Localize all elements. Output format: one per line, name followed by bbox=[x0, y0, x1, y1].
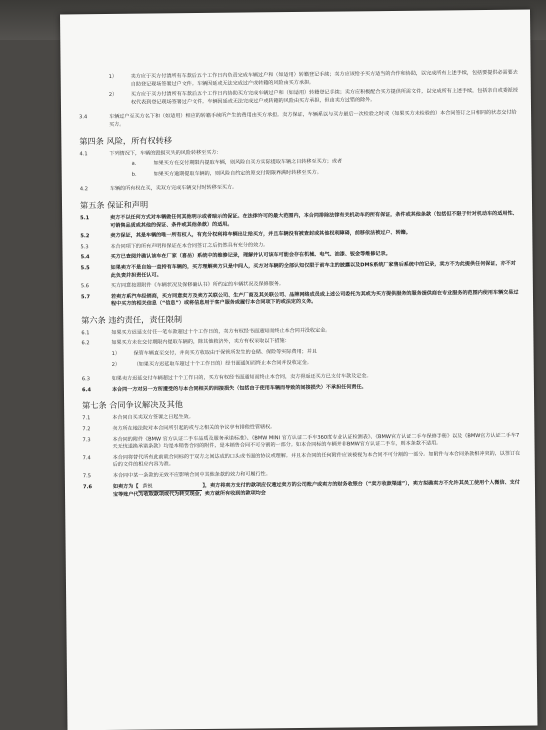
clause-text: 本合同项下的所有声明和保证在本合同签订之后仍然具有充分的效力。 bbox=[110, 242, 269, 250]
clause-number: 5.2 bbox=[80, 233, 90, 240]
clause-number: 2） bbox=[111, 361, 121, 368]
clause-text: 若卖方系汽车经销商，买方同意卖方及卖方关联公司、生产厂商及其关联公司、品牌网络成员或上述公司委托为其或为买方提供服务的服务提供商在专业服务的范围内使用车辆交易过程中买方的相关信息（“信息”）或将信息用于客户服务或履行本合同项下的或法定的义务。 bbox=[110, 289, 519, 308]
clause-text: 卖方所在地法院对本合同所引起的或与之相关的争议享有排他性管辖权。 bbox=[112, 424, 276, 432]
clause-number: 7.3 bbox=[82, 436, 91, 443]
clause-number: 1） bbox=[111, 350, 120, 358]
clause-number: 1） bbox=[108, 73, 118, 80]
clause-text: 本合同将替代所有此前就合同标的于双方之间达成的口头或书面的协议或理解。并且本合同的任何附件应该被视为本合同不可分割的一部分。如附件与本合同条款相冲突的，以签订在后的文件的相应内容为准。 bbox=[112, 450, 521, 469]
clause-number: 5.3 bbox=[80, 243, 89, 250]
clause-text: 卖方不以任何方式对车辆做任何其他明示或者暗示的保证。在法律许可的最大范围内，本合同排除法律有关机动车的所有保证，条件或其他条款（包括但不限于针对机动车的适用性、可销售品质或其他的保证、条件或其他条款）的适用。 bbox=[110, 210, 518, 229]
clause-7-3 bbox=[82, 432, 522, 452]
clause-5-5 bbox=[81, 261, 521, 281]
clause-text: 车辆过户至买方名下和（如适用）相应的转籍手续所产生的费用由买方承担。卖方保证，车辆系以与买方最后一次检验之时或（如果买方未检验的）本合同签订之日相同的状态交付给买方。 bbox=[109, 110, 517, 128]
seller-name-field: 黄锐 bbox=[138, 483, 202, 492]
section-heading-6: 第六条 违约责任，责任限制 bbox=[81, 314, 183, 326]
clause-text: 卖方应于买方付清所有车款后五个工作日内负责完成车辆过户和（如适用）转籍登记手续；卖方应该给予买方适当的合作和协助，以完成所有上述手续，包括要提供必需要去自助登记现场签署过户文件。车辆因延或无法完成过户或转籍的风险由买方承担。 bbox=[130, 69, 518, 88]
clause-text: 如果买方在交付期限内提取车辆，则风险自买方实际提取车辆之日转移至买方；或者 bbox=[153, 158, 343, 167]
clause-text: 本合同的附件《BMW 官方认证二手车品质及服务承诺标准》、《BMW MINI 官方认证二手车360度专业认证检测表》、《BMW官方认证二手车保修手册》以及《BMW官方认证二手车7天无忧退换承诺条款》均是本销售合同的附件，是本销售合同不可分割的一部分。如本合同标的车辆并非BMW官方认证二手车，则本条款不适用。 bbox=[112, 432, 520, 451]
clause-number: 7.1 bbox=[82, 415, 91, 422]
clause-5-1 bbox=[80, 211, 520, 231]
clause-text: 如果卖方不是自始一直持有车辆的，买方理解卖方只是中间人，买方对车辆的全部认知仅限于前车主的披露以及DMS系统厂家售后系统中的记录，卖方不为此提供任何保证，亦不对此负责并担责任认可。 bbox=[110, 260, 516, 279]
clause-text: 如果买方逾期提取车辆的，则风险自约定的原交付期限界满时转移至买方。 bbox=[153, 169, 322, 178]
clause-number: 6.2 bbox=[81, 340, 90, 347]
clause-number: 5.1 bbox=[80, 215, 90, 222]
section-heading-7: 第七条 合同争议解决及其他 bbox=[82, 399, 184, 411]
clause-number: 6.1 bbox=[81, 330, 90, 337]
section-heading-5: 第五条 保证和声明 bbox=[79, 199, 149, 211]
clause-text: （如果买方迟延取车超过十个工作日的）经书面通知而终止本合同并没收定金。 bbox=[133, 359, 312, 368]
clause-number: 6.3 bbox=[81, 376, 90, 383]
clause-number: 7.4 bbox=[82, 454, 91, 462]
clause-text: 卖方保证，其是车辆的唯一所有权人，有充分权利将车辆出让给买方，并且车辆没有被查封或其他权利障碍，前移依法被过户、转籍。 bbox=[110, 229, 411, 240]
clause-number: 7.5 bbox=[82, 473, 91, 480]
clause-text: 本合同自买卖双方签署之日起生效。 bbox=[112, 414, 194, 422]
clause-number: 3.4 bbox=[79, 114, 88, 121]
contract-body bbox=[79, 70, 523, 503]
clause-number: 5.4 bbox=[80, 254, 90, 261]
clause-number: a. bbox=[131, 160, 137, 167]
contract-page bbox=[60, 10, 537, 730]
clause-text: 车辆的所有权在买，卖双方完成车辆交付时转移至买方。 bbox=[109, 184, 238, 193]
clause-number: 6.4 bbox=[81, 387, 92, 394]
clause-number: b. bbox=[131, 171, 137, 178]
section-heading-4: 第四条 风险，所有权转移 bbox=[79, 134, 173, 146]
clause-text: 本合同一方对另一方所遭受的与本合同相关的间接损失（包括由于使用车辆而导致的间接损失）不承担任何责任。 bbox=[111, 384, 367, 393]
clause-number: 2） bbox=[108, 92, 118, 99]
clause-7-4 bbox=[83, 450, 523, 470]
clause-number: 5.6 bbox=[80, 283, 90, 290]
clause-text: 如果买方迟延支付任一笔车款超过十个工作日的，卖方有权经书面通知而终止本合同并没收定金。 bbox=[111, 327, 331, 336]
clause-text: 买方已查阅并确认该车在厂家（喜岳）系统中的维修记录，理解并认可该车可能会存在机械、电气、油漆、钣金等维修记录。 bbox=[110, 251, 391, 261]
clause-number: 4.2 bbox=[79, 186, 88, 193]
clause-7-6 bbox=[83, 479, 523, 500]
clause-number: 7.2 bbox=[82, 426, 91, 433]
clause-number: 7.6 bbox=[82, 483, 93, 490]
clause-number: 5.7 bbox=[80, 293, 91, 300]
clause-text: 买方同意按照附件《车辆状况及保修确认书》所约定的车辆状况及保修服务。 bbox=[110, 281, 285, 290]
clause-number: 4.1 bbox=[79, 150, 88, 157]
clause-text: 如果买方未在交付期限内提取车辆的，除其他救济外，卖方有权采取以下措施： bbox=[111, 338, 290, 347]
clause-text-7-6 bbox=[113, 479, 523, 499]
clause-top-2 bbox=[79, 88, 519, 108]
clause-top-1 bbox=[79, 70, 519, 90]
clause-text: 买方应于买方付清所有车款后五个工作日内协助买方完成车辆过户和（如适用）转籍登记手续；卖方应积极配合买方提供所需文件，以完成所有上述手续，包括亲自或委派授权代表到登记现场签署过户文件。车辆因延或无法完成过户或转籍的风险由买方承担，但由卖方过错的除外。 bbox=[130, 87, 519, 106]
clause-text: 如果卖方迟延交付车辆超过十个工作日的，买方有权经书面通知而终止本合同，卖方得返还买方已支付车款及定金。 bbox=[111, 373, 372, 383]
clause-prefix: 如卖方为【 bbox=[112, 483, 139, 490]
clause-text: 本合同中某一条款的无效不应影响合同中其他条款的效力和可履行性。 bbox=[112, 471, 271, 479]
clause-3-4 bbox=[79, 110, 519, 130]
clause-text: 下列情况下，车辆的毁损灭失的风险转移至买方： bbox=[109, 149, 222, 157]
clause-6-4 bbox=[82, 382, 522, 394]
clause-5-7 bbox=[81, 289, 521, 309]
clause-text: 】，卖方将卖方支付的款项应仅通过卖方的公司账户或卖方的财务收银台（“卖方收款渠道”），卖方拟确卖方不允许其员工使用个人微信、支付宝等账户代为收取款项或代为转交现金，卖方就所有收到的款项均会 bbox=[113, 479, 520, 499]
clause-text: 保管车辆直至交付，并向买方收取由于保管所发生的仓储、保险等实际费用；并且 bbox=[133, 348, 317, 357]
clause-number: 5.5 bbox=[80, 265, 90, 272]
